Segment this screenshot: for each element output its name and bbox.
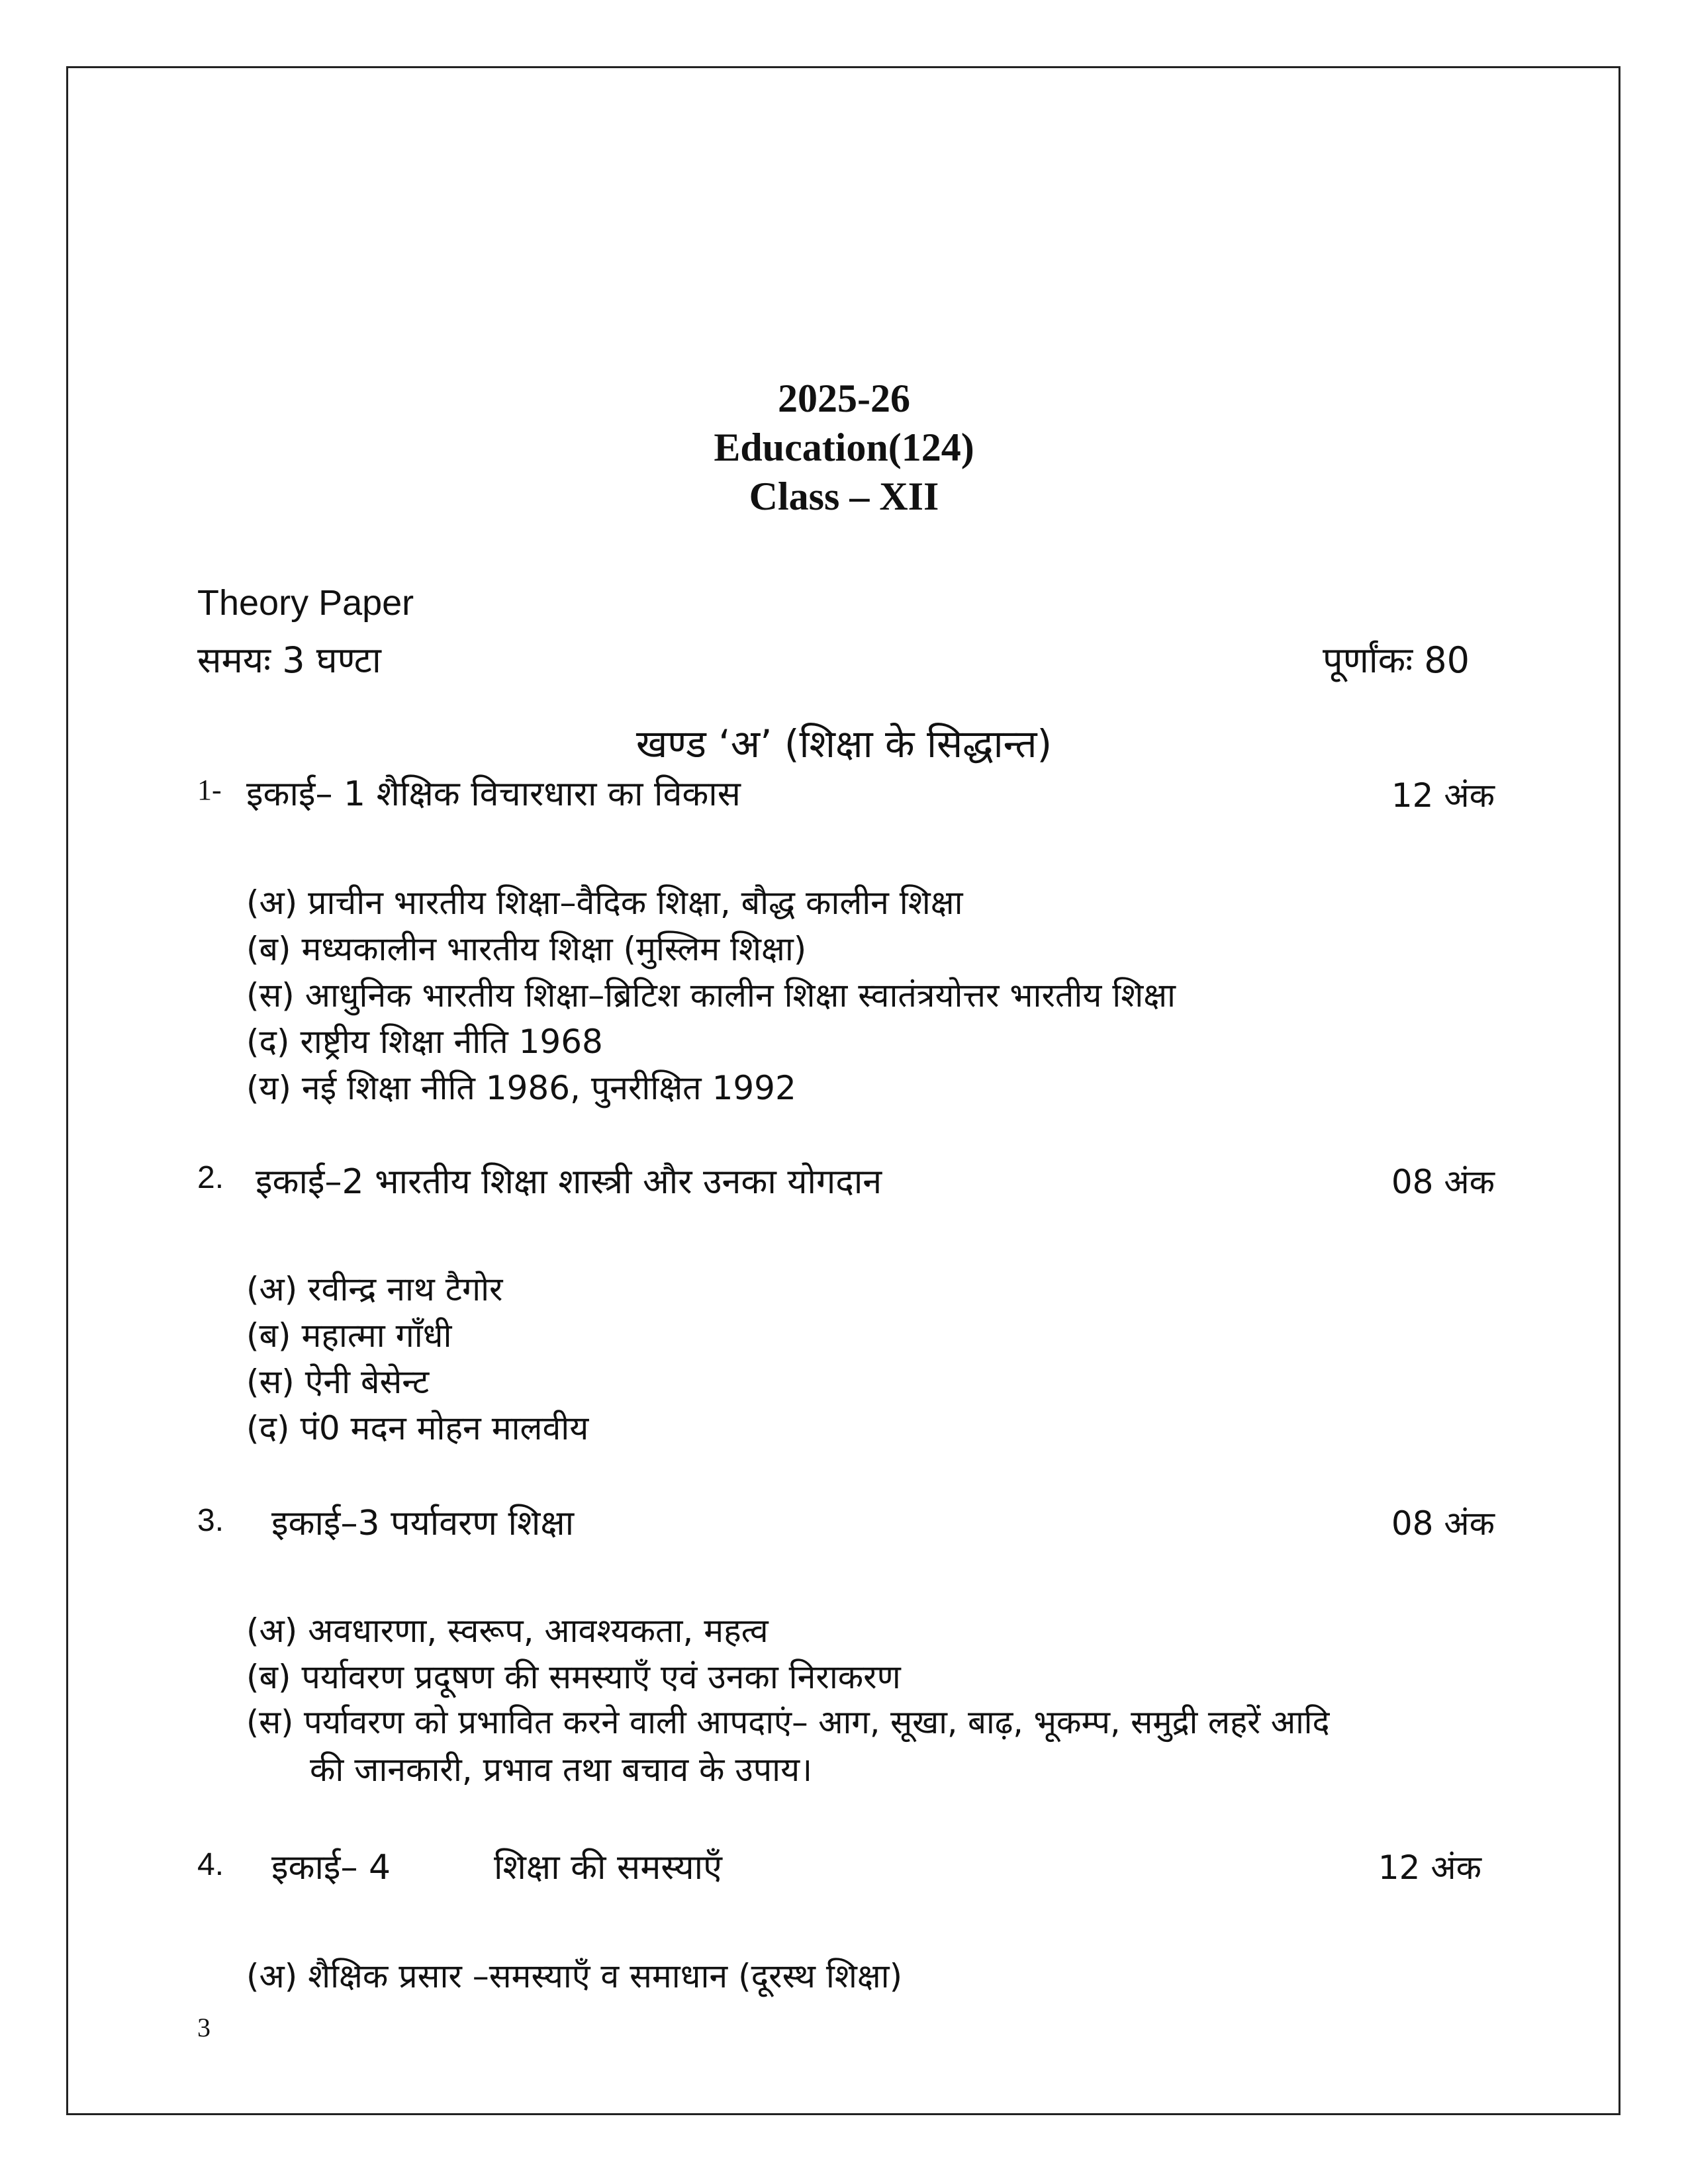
list-item: (य) नई शिक्षा नीति 1986, पुनरीक्षित 1992: [246, 1069, 796, 1107]
list-item: (द) पं0 मदन मोहन मालवीय: [246, 1409, 589, 1447]
unit-number: 2.: [197, 1160, 224, 1195]
list-item: (ब) पर्यावरण प्रदूषण की समस्याएँ एवं उनका निराकरण: [246, 1658, 901, 1696]
unit-number: 3.: [197, 1503, 224, 1538]
list-item: (स) पर्यावरण को प्रभावित करने वाली आपदाएं– आग, सूखा, बाढ़, भूकम्प, समुद्री लहरें आदि: [246, 1704, 1330, 1741]
unit-number: 4.: [197, 1847, 224, 1882]
max-marks: पूर्णांकः 80: [1323, 639, 1470, 681]
unit-title: इकाई–3 पर्यावरण शिक्षा: [271, 1504, 575, 1543]
section-title: खण्ड ‘अ’ (शिक्षा के सिद्धान्त): [635, 721, 1053, 766]
list-item-continuation: की जानकारी, प्रभाव तथा बचाव के उपाय।: [310, 1751, 813, 1789]
subject-heading: Education(124): [714, 426, 974, 469]
unit-title-label: इकाई– 4: [271, 1848, 391, 1888]
unit-title: शिक्षा की समस्याएँ: [494, 1848, 722, 1888]
unit-marks: 08 अंक: [1391, 1163, 1495, 1201]
list-item: (अ) अवधारणा, स्वरूप, आवश्यकता, महत्व: [246, 1612, 769, 1650]
list-item: (अ) प्राचीन भारतीय शिक्षा–वैदिक शिक्षा, बौद्ध कालीन शिक्षा: [246, 884, 963, 922]
list-item: (ब) महात्मा गाँधी: [246, 1316, 452, 1355]
list-item: (स) आधुनिक भारतीय शिक्षा–ब्रिटिश कालीन शिक्षा स्वातंत्रयोत्तर भारतीय शिक्षा: [246, 976, 1176, 1015]
unit-title: इकाई–2 भारतीय शिक्षा शास्त्री और उनका योगदान: [256, 1162, 882, 1202]
paper-type: Theory Paper: [197, 583, 414, 623]
unit-number: 1-: [197, 774, 222, 806]
list-item: (अ) शैक्षिक प्रसार –समस्याएँ व समाधान (दूरस्थ शिक्षा): [246, 1957, 903, 1995]
unit-title: इकाई– 1 शैक्षिक विचारधारा का विकास: [246, 774, 741, 814]
list-item: (स) ऐनी बेसेन्ट: [246, 1363, 430, 1401]
class-heading: Class – XII: [749, 475, 939, 518]
unit-marks: 08 अंक: [1391, 1504, 1495, 1543]
unit-marks: 12 अंक: [1378, 1848, 1481, 1887]
list-item: (द) राष्ट्रीय शिक्षा नीति 1968: [246, 1023, 603, 1061]
list-item: (अ) रवीन्द्र नाथ टैगोर: [246, 1270, 503, 1308]
unit-marks: 12 अंक: [1391, 776, 1495, 815]
year-heading: 2025-26: [778, 377, 910, 420]
list-item: (ब) मध्यकालीन भारतीय शिक्षा (मुस्लिम शिक्षा): [246, 930, 807, 968]
page-number: 3: [197, 2013, 211, 2042]
time-allowed: समयः 3 घण्टा: [197, 639, 381, 681]
